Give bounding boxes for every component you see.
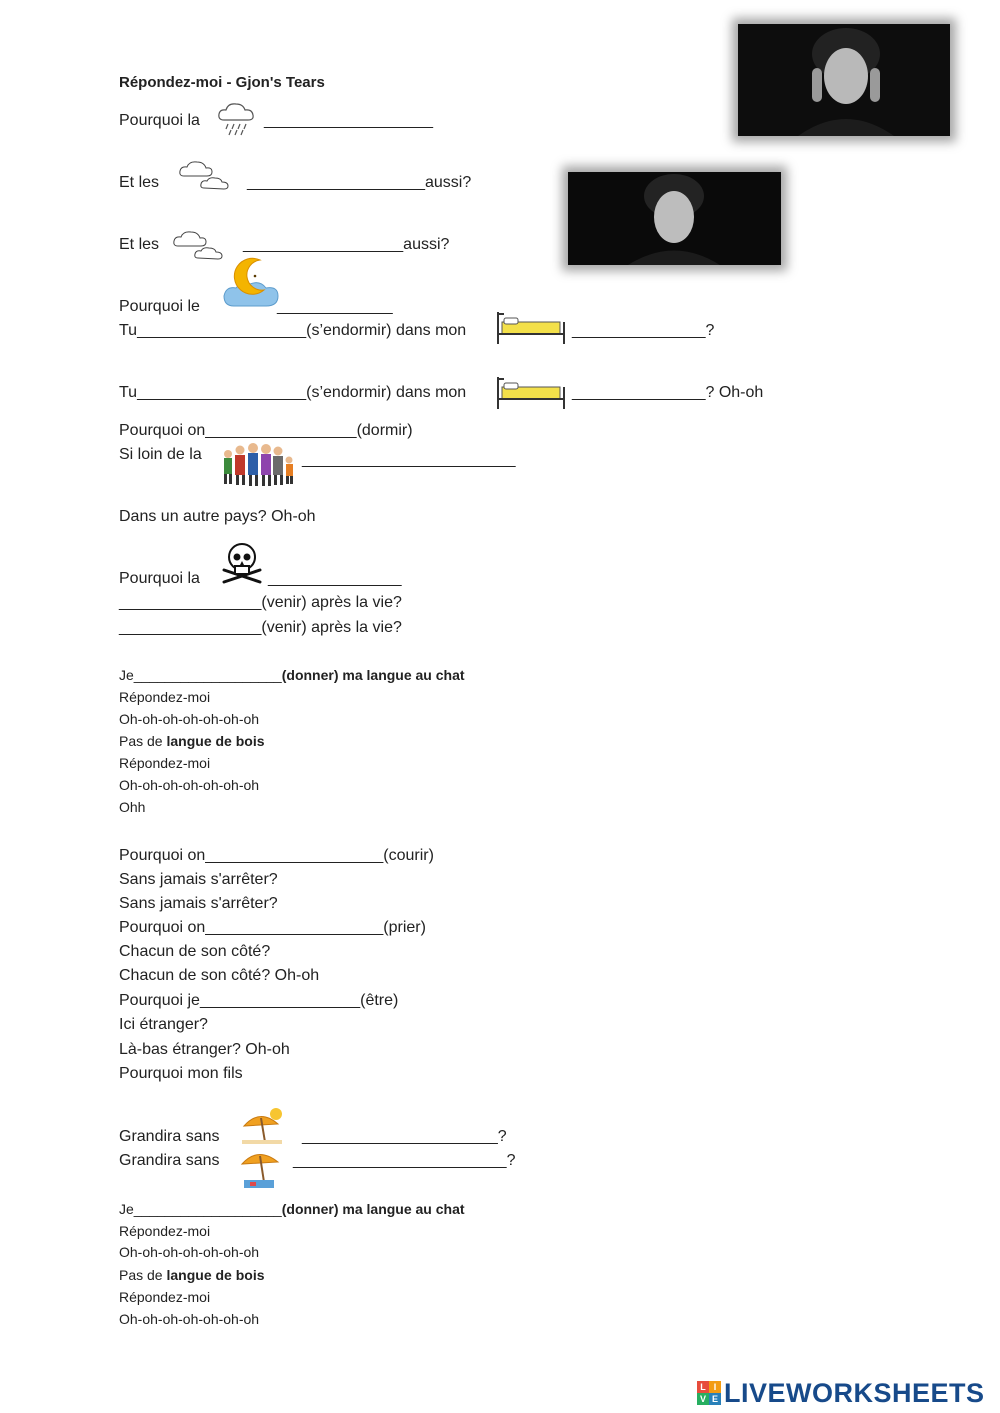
- line-7[interactable]: Pourquoi on_________________(dormir): [119, 422, 413, 439]
- line-3-blank[interactable]: __________________aussi?: [243, 236, 450, 253]
- verse2-line-5: Chacun de son côté?: [119, 943, 271, 960]
- chorus2-line-1: Répondez-moi: [119, 1223, 211, 1239]
- line-4: Pourquoi le: [119, 298, 200, 315]
- verse2-line-9: Là-bas étranger? Oh-oh: [119, 1041, 290, 1058]
- verse2-line-2: Sans jamais s'arrêter?: [119, 871, 278, 888]
- line-9: Dans un autre pays? Oh-oh: [119, 508, 316, 525]
- line-2: Et les: [119, 174, 160, 191]
- logo-letter-e: E: [709, 1393, 721, 1405]
- verse2-line-8: Ici étranger?: [119, 1016, 208, 1033]
- chorus1-line-3: Répondez-moi: [119, 755, 211, 771]
- chorus1-pas-line: Pas de langue de bois: [119, 733, 265, 749]
- verse2-line-3: Sans jamais s'arrêter?: [119, 895, 278, 912]
- line-12[interactable]: ________________(venir) après la vie?: [119, 619, 402, 636]
- bed-icon: [494, 308, 568, 353]
- chorus2-line-3: Répondez-moi: [119, 1289, 211, 1305]
- line-5[interactable]: Tu___________________(s’endormir) dans mon: [119, 322, 467, 339]
- grandira-line-2-blank[interactable]: ________________________?: [293, 1152, 516, 1169]
- beach-umbrella-icon: [236, 1146, 286, 1197]
- rain-cloud-icon: [216, 100, 258, 141]
- chorus2-line-4: Oh-oh-oh-oh-oh-oh-oh: [119, 1311, 260, 1327]
- grandira-line-2: Grandira sans: [119, 1152, 220, 1169]
- line-2-blank[interactable]: ____________________aussi?: [247, 174, 472, 191]
- chorus1-line-4: Oh-oh-oh-oh-oh-oh-oh: [119, 777, 260, 793]
- skull-icon: [218, 540, 266, 591]
- line-8-blank[interactable]: ________________________: [302, 451, 516, 468]
- verse2-line-1[interactable]: Pourquoi on____________________(courir): [119, 847, 434, 864]
- logo-letter-l: L: [697, 1381, 709, 1393]
- line-6[interactable]: Tu___________________(s’endormir) dans mon: [119, 384, 467, 401]
- verse2-line-7[interactable]: Pourquoi je__________________(être): [119, 992, 399, 1009]
- line-1: Pourquoi la: [119, 112, 200, 129]
- chorus2-je-line[interactable]: Je___________________(donner) ma langue au chat: [119, 1201, 465, 1217]
- singer-photo-2: [568, 172, 781, 265]
- line-5-blank[interactable]: _______________?: [572, 322, 715, 339]
- line-6-blank[interactable]: _______________? Oh-oh: [572, 384, 764, 401]
- line-11[interactable]: ________________(venir) après la vie?: [119, 594, 402, 611]
- line-8: Si loin de la: [119, 446, 202, 463]
- chorus1-je-line[interactable]: Je___________________(donner) ma langue au chat: [119, 667, 465, 683]
- worksheet-title: Répondez-moi - Gjon's Tears: [119, 74, 325, 91]
- logo-letter-v: V: [697, 1393, 709, 1405]
- chorus2-line-2: Oh-oh-oh-oh-oh-oh-oh: [119, 1244, 260, 1260]
- family-icon: [218, 440, 298, 493]
- verse2-line-10: Pourquoi mon fils: [119, 1065, 243, 1082]
- logo-letter-i: I: [709, 1381, 721, 1393]
- cloud-icon: [178, 156, 236, 201]
- chorus1-line-1: Répondez-moi: [119, 689, 211, 705]
- grandira-line-1: Grandira sans: [119, 1128, 220, 1145]
- grandira-line-1-blank[interactable]: ______________________?: [302, 1128, 507, 1145]
- verse2-line-6: Chacun de son côté? Oh-oh: [119, 967, 320, 984]
- bed-icon: [494, 373, 568, 418]
- singer-photo-1: [738, 24, 950, 136]
- chorus1-line-2: Oh-oh-oh-oh-oh-oh-oh: [119, 711, 260, 727]
- line-10-blank[interactable]: _______________: [268, 570, 402, 587]
- beach-umbrella-icon: [238, 1106, 286, 1151]
- chorus2-pas-line: Pas de langue de bois: [119, 1267, 265, 1283]
- liveworksheets-logo-icon: [697, 1381, 721, 1405]
- chorus1-line-5: Ohh: [119, 799, 146, 815]
- line-4-blank[interactable]: _____________: [277, 298, 393, 315]
- line-3: Et les: [119, 236, 160, 253]
- line-1-blank[interactable]: ___________________: [264, 112, 434, 129]
- moon-icon: [220, 256, 282, 315]
- liveworksheets-brand[interactable]: LIVEWORKSHEETS: [724, 1378, 985, 1408]
- verse2-line-4[interactable]: Pourquoi on____________________(prier): [119, 919, 426, 936]
- line-10: Pourquoi la: [119, 570, 200, 587]
